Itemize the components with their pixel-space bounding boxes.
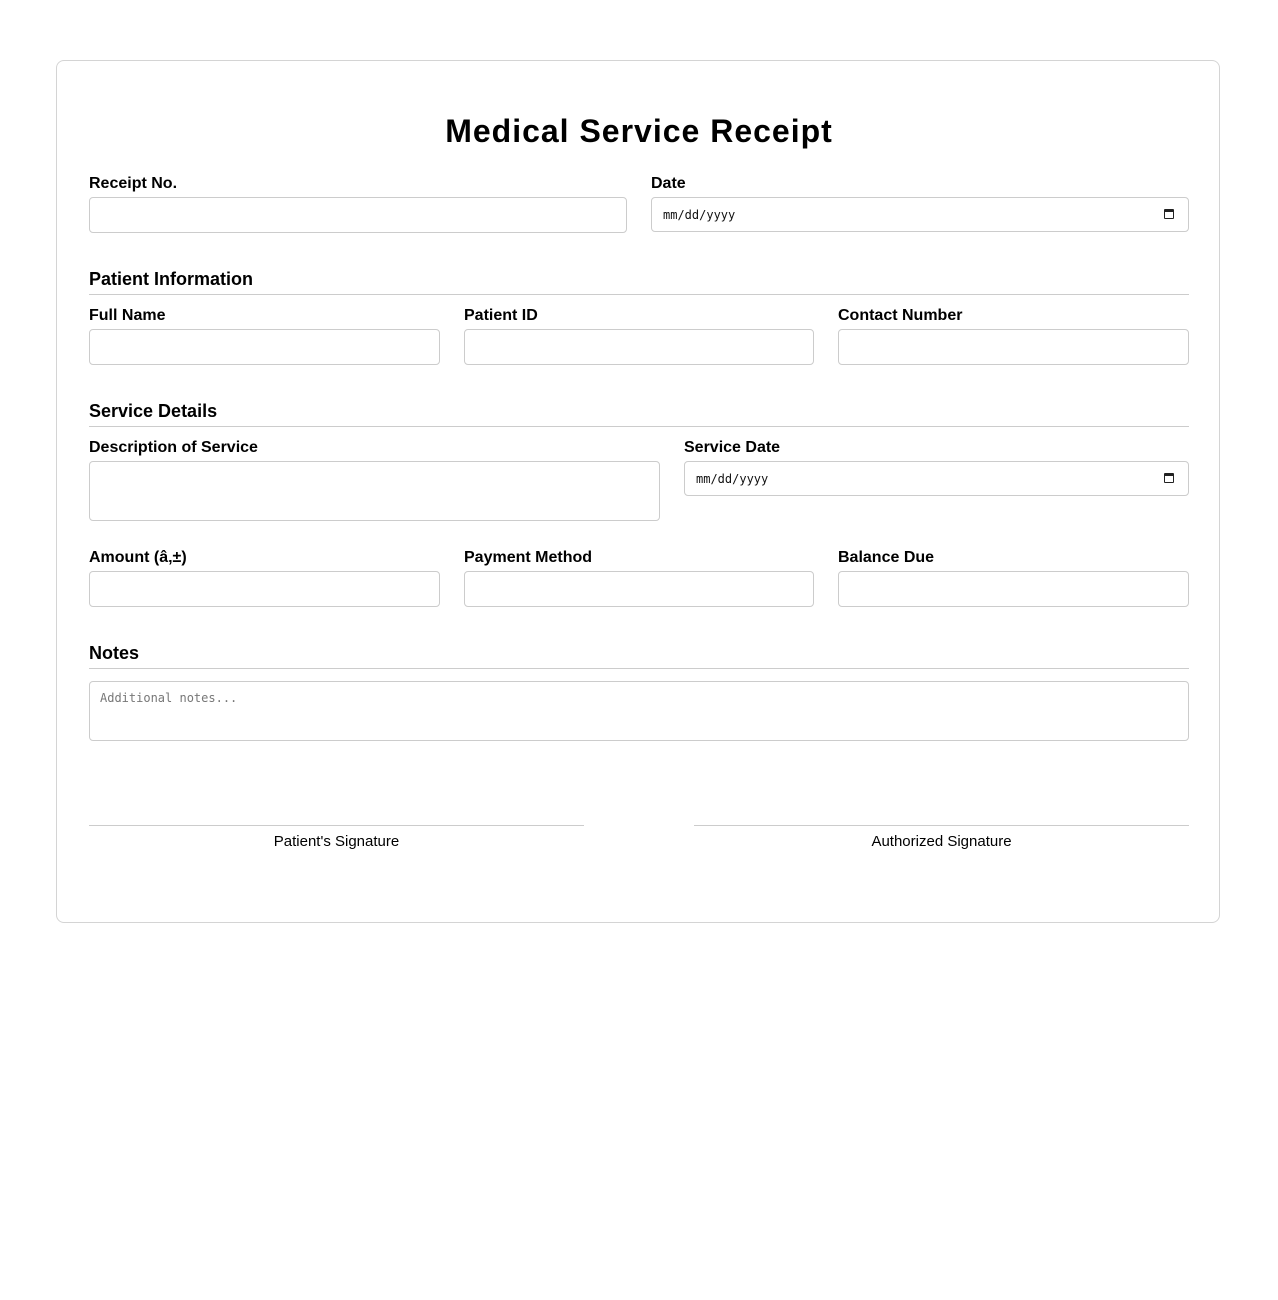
patient-signature-line: [89, 825, 584, 826]
patient-signature-label: Patient's Signature: [273, 833, 400, 850]
receipt-no-label: Receipt No.: [89, 175, 178, 192]
authorized-signature-line: [694, 825, 1189, 826]
notes-section-title: Notes: [89, 643, 140, 663]
section-divider: [89, 426, 1189, 427]
description-textarea[interactable]: [89, 461, 660, 521]
amount-label: Amount (â‚±): [89, 549, 187, 566]
service-section-title: Service Details: [89, 401, 218, 421]
amount-input[interactable]: [89, 571, 440, 607]
payment-method-label: Payment Method: [464, 549, 593, 566]
section-divider: [89, 668, 1189, 669]
page-title: Medical Service Receipt: [445, 113, 833, 149]
patient-section-title: Patient Information: [89, 269, 254, 289]
payment-method-input[interactable]: [464, 571, 814, 607]
patient-id-label: Patient ID: [464, 307, 538, 324]
service-date-label: Service Date: [684, 439, 781, 456]
authorized-signature-label: Authorized Signature: [871, 833, 1012, 850]
balance-due-label: Balance Due: [838, 549, 935, 566]
full-name-label: Full Name: [89, 307, 166, 324]
contact-number-label: Contact Number: [838, 307, 963, 324]
contact-number-input[interactable]: [838, 329, 1189, 365]
service-date-input[interactable]: [684, 461, 1189, 496]
calendar-icon[interactable]: [1164, 209, 1174, 219]
notes-textarea[interactable]: [89, 681, 1189, 741]
notes-placeholder: Additional notes...: [100, 691, 238, 705]
calendar-icon[interactable]: [1164, 473, 1174, 483]
date-label: Date: [651, 175, 686, 192]
full-name-input[interactable]: [89, 329, 440, 365]
section-divider: [89, 294, 1189, 295]
patient-id-input[interactable]: [464, 329, 814, 365]
date-input[interactable]: [651, 197, 1189, 232]
balance-due-input[interactable]: [838, 571, 1189, 607]
date-placeholder: mm/dd/yyyy: [663, 208, 736, 222]
service-date-placeholder: mm/dd/yyyy: [696, 472, 769, 486]
receipt-no-input[interactable]: [89, 197, 627, 233]
description-label: Description of Service: [89, 439, 258, 456]
